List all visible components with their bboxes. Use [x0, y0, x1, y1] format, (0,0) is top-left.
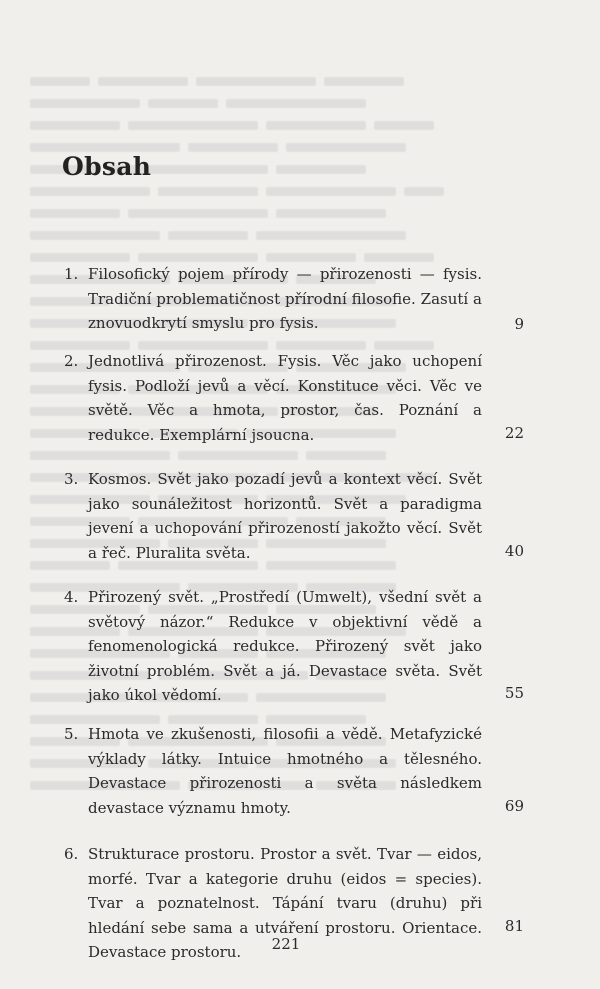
page-number: 221 [271, 935, 301, 953]
toc-entry-number: 1. [64, 265, 79, 283]
toc-entry-text: Strukturace prostoru. Prostor a svět. Tvar — eidos, morfé. Tvar a kategorie druhu (eidos = species). Tvar a poznatelnost. Tápání tvaru (druhu) při hledání sebe sama a utváření prostoru. Orientace. Devastace prostoru. [88, 845, 482, 961]
toc-entry-5 [64, 722, 524, 818]
toc-entry-3 [64, 467, 524, 563]
toc-entry-text: Přirozený svět. „Prostředí (Umwelt), všední svět a světový názor.“ Redukce v objektivní vědě a fenomenologická redukce. Přirozený svět jako životní problém. Svět a já. Devastace světa. Svět jako úkol vědomí. [88, 588, 482, 704]
toc-entry-page: 81 [504, 916, 524, 935]
toc-entry-text: Jednotlivá přirozenost. Fysis. Věc jako uchopení fysis. Podloží jevů a věcí. Konstituce věci. Věc ve světě. Věc a hmota, prostor, čas. Poznání a redukce. Exemplární jsoucna. [88, 352, 482, 444]
toc-entry-number: 3. [64, 470, 79, 488]
toc-entry-1 [64, 262, 524, 336]
toc-entry-number: 5. [64, 725, 79, 743]
page-title: Obsah [62, 152, 152, 181]
toc-entry-page: 69 [504, 796, 524, 815]
toc-entry-2 [64, 349, 524, 445]
toc-entry-page: 40 [504, 541, 524, 560]
toc-entry-number: 4. [64, 588, 79, 606]
toc-entry-text: Filosofický pojem přírody — přirozenosti — fysis. Tradiční problematičnost přírodní filosofie. Zasutí a znovuodkrytí smyslu pro fysis. [88, 265, 482, 332]
toc-entry-page: 55 [504, 683, 524, 702]
toc-entry-number: 2. [64, 352, 79, 370]
toc-entry-page: 22 [504, 423, 524, 442]
toc-entry-page: 9 [514, 314, 524, 333]
toc-entry-4 [64, 585, 524, 705]
toc-entry-text: Hmota ve zkušenosti, filosofii a vědě. Metafyzické výklady látky. Intuice hmotného a tělesného. Devastace přirozenosti a světa následkem devastace významu hmoty. [88, 725, 482, 817]
toc-entry-text: Kosmos. Svět jako pozadí jevů a kontext věcí. Svět jako sounáležitost horizontů. Svět a paradigma jevení a uchopování přirozeností jakožto věcí. Svět a řeč. Pluralita světa. [88, 470, 482, 562]
toc-entry-number: 6. [64, 845, 79, 863]
